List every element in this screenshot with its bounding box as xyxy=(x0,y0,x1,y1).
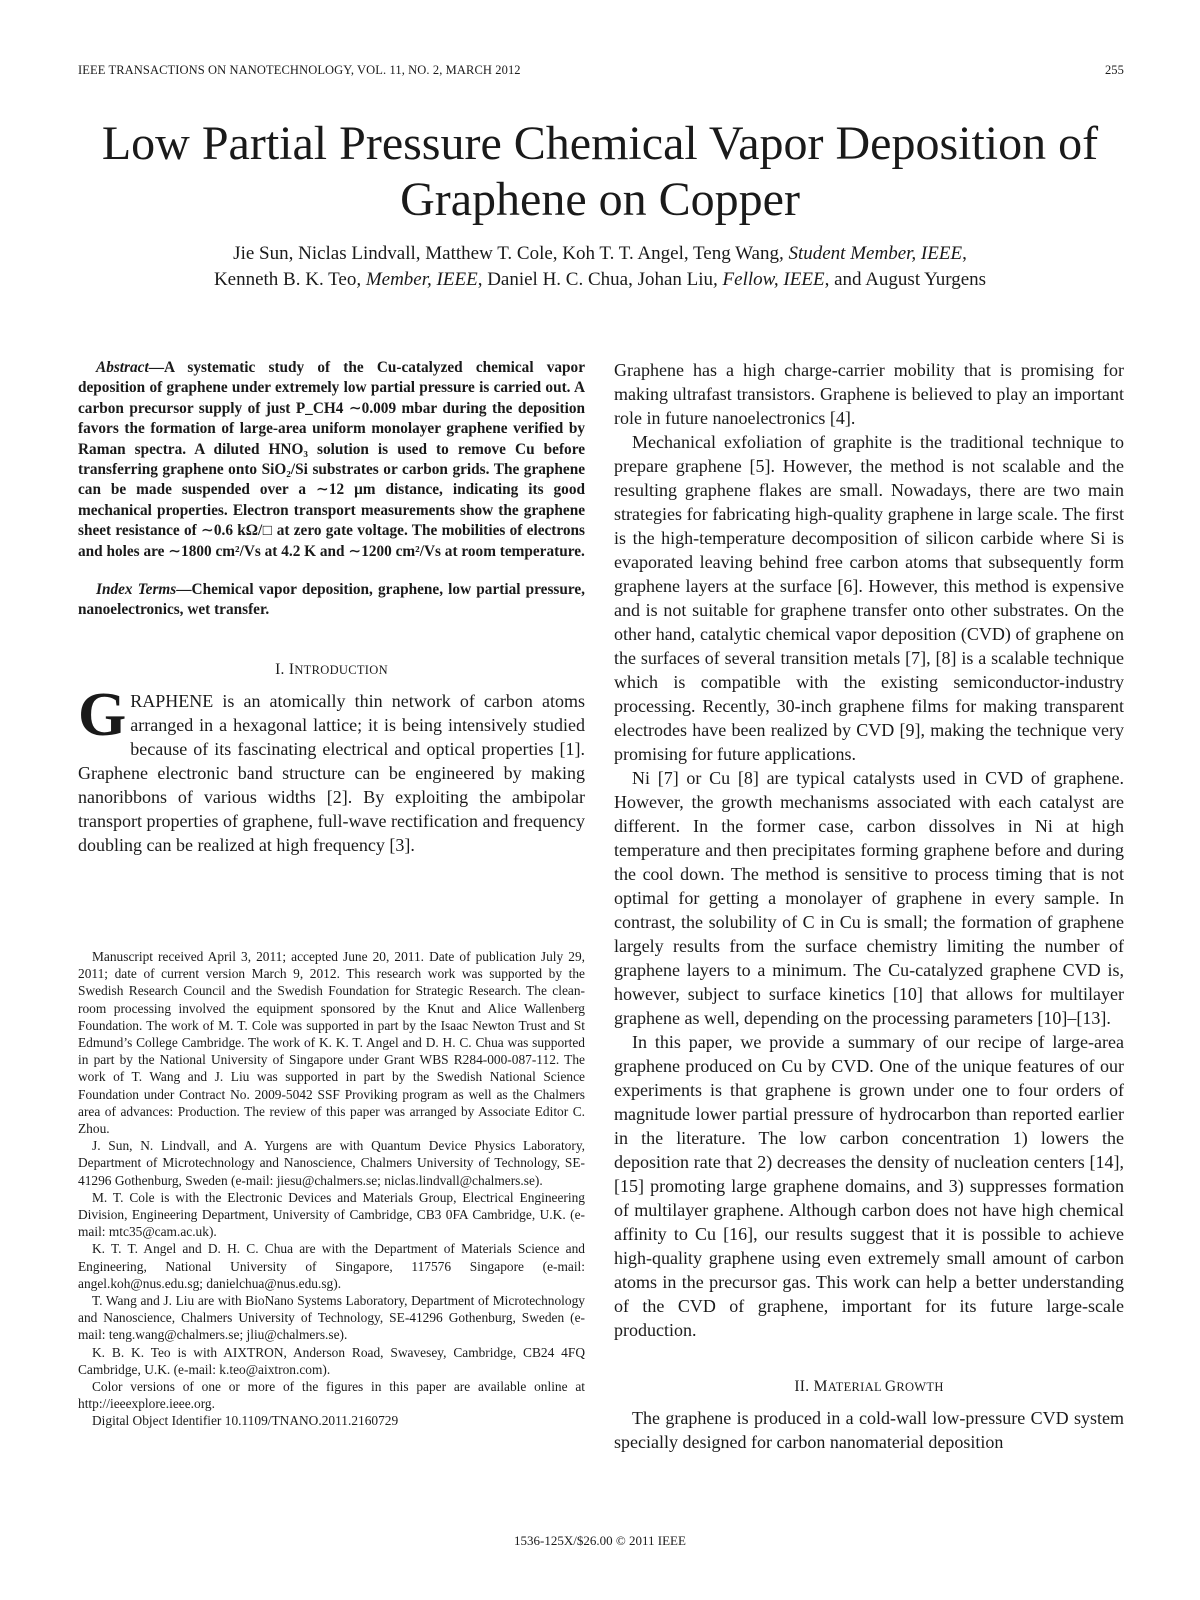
footnote-doi: Digital Object Identifier 10.1109/TNANO.2011.2160729 xyxy=(92,1413,399,1429)
abstract xyxy=(78,358,585,562)
footnote-color-versions: Color versions of one or more of the figures in this paper are available online at http://ieeexplore.ieee.org. xyxy=(78,1379,585,1412)
intro-paragraph: GRAPHENE is an atomically thin network of carbon atoms arranged in a hexagonal lattice; it is being intensively studied because of its fascinating electrical and optical properties [1]. Graphene electronic band structure can be engineered by making nanoribbons of various widths [2]. By exploiting the ambipolar transport properties of graphene, full-wave rectification and frequency doubling can be realized at high frequency [3]. xyxy=(78,680,585,855)
author-role-1: , Student Member, IEEE xyxy=(778,243,963,264)
footnote-affiliation: K. T. T. Angel and D. H. C. Chua are with the Department of Materials Science and Engineering, National University of Singapore, 117576 Singapore (e-mail: angel.koh@nus.edu.sg; danielchua@nus.edu.sg). xyxy=(78,1241,585,1291)
footnote-affiliation: T. Wang and J. Liu are with BioNano Systems Laboratory, Department of Microtechnology and Nanoscience, Chalmers University of Technology, SE-41296 Gothenburg, Sweden (e-mail: teng.wang@chalmers.se; jliu@chalmers.se). xyxy=(78,1293,585,1343)
author-list: Jie Sun, Niclas Lindvall, Matthew T. Cole, Koh T. T. Angel, Teng Wang, Student Member, IEEE, Kenneth B. K. Teo, Member, IEEE, Daniel H. C. Chua, Johan Liu, Fellow, IEEE, and August Yurgens xyxy=(213,243,987,290)
right-column xyxy=(614,358,1124,1454)
journal-name: IEEE TRANSACTIONS ON NANOTECHNOLOGY, VOL. 11, NO. 2, MARCH 2012 xyxy=(78,63,521,77)
index-terms-text: —Chemical vapor deposition, graphene, low partial pressure, nanoelectronics, wet transfer. xyxy=(78,581,585,619)
author-role-2: , Member, IEEE xyxy=(356,269,478,290)
footnote-affiliation: J. Sun, N. Lindvall, and A. Yurgens are with Quantum Device Physics Laboratory, Department of Microtechnology and Nanoscience, Chalmers University of Technology, SE-41296 Gothenburg, Sweden (e-mail: jiesu@chalmers.se; niclas.lindvall@chalmers.se). xyxy=(78,1138,585,1188)
authors-part-2: Kenneth B. K. Teo xyxy=(213,269,357,290)
footnote-affiliation: M. T. Cole is with the Electronic Devices and Materials Group, Electrical Engineering Division, Engineering Department, University of Cambridge, CB3 0FA Cambridge, U.K. (e-mail: mtc35@cam.ac.uk). xyxy=(78,1189,585,1240)
body-paragraph: The graphene is produced in a cold-wall low-pressure CVD system specially designed for carbon nanomaterial deposition xyxy=(614,1408,1124,1452)
section-heading-introduction: I. INTRODUCTION xyxy=(275,660,388,678)
body-paragraph: Ni [7] or Cu [8] are typical catalysts used in CVD of graphene. However, the growth mechanisms associated with each catalyst are different. In the former case, carbon dissolves in Ni at high temperature and then precipitates forming graphene before and during the cool down. The method is sensitive to process timing that is not optimal for getting a monolayer of graphene in every sample. In contrast, the solubility of C in Cu is small; the formation of graphene largely results from the surface chemistry limiting the number of graphene layers to a minimum. The Cu-catalyzed graphene CVD is, however, subject to surface kinetics [10] that allows for multilayer graphene as well, depending on the processing parameters [10]–[13]. xyxy=(614,768,1124,1028)
abstract-text: —A systematic study of the Cu-catalyzed chemical vapor deposition of graphene under extremely low partial pressure is carried out. A carbon precursor supply of just P_CH4 ∼0.009 mbar during the deposition favors the formation of large-area uniform monolayer graphene verified by Raman spectra. A diluted HNO₃ solution is used to remove Cu before transferring graphene onto SiO₂/Si substrates or carbon grids. The graphene can be made suspended over a ∼12 μm distance, indicating its good mechanical properties. Electron transport measurements show the graphene sheet resistance of ∼0.6 kΩ/□ at zero gate voltage. The mobilities of electrons and holes are ∼1800 cm²/Vs at 4.2 K and ∼1200 cm²/Vs at room temperature. xyxy=(78,359,585,560)
footnote-manuscript: Manuscript received April 3, 2011; accepted June 20, 2011. Date of publication July 29, 2011; date of current version March 9, 2012. This research work was supported by the Swedish Research Council and the Swedish Foundation for Strategic Research. The clean-room processing involved the equipment sponsored by the Knut and Alice Wallenberg Foundation. The work of M. T. Cole was supported in part by the Isaac Newton Trust and St Edmund’s College Cambridge. The work of K. K. T. Angel and D. H. C. Chua was supported in part by the National University of Singapore under Grant WBS R284-000-087-112. The work of T. Wang and J. Liu was supported in part by the Swedish National Science Foundation under Contract No. 2009-5042 SSF Proviking program as well as the Chalmers area of advances: Production. The review of this paper was arranged by Associate Editor C. Zhou. xyxy=(78,949,585,1137)
body-paragraph: Graphene has a high charge-carrier mobility that is promising for making ultrafast transistors. Graphene is believed to play an important role in future nanoelectronics [4]. xyxy=(614,360,1124,428)
authors-part-3: , Daniel H. C. Chua, Johan Liu xyxy=(477,269,714,290)
author-role-3: , Fellow, IEEE xyxy=(713,269,825,290)
footnotes xyxy=(78,948,585,1430)
left-column xyxy=(78,358,585,857)
authors-part-1: Jie Sun, Niclas Lindvall, Matthew T. Cole, Koh T. T. Angel, Teng Wang xyxy=(233,243,779,264)
body-paragraph: In this paper, we provide a summary of our recipe of large-area graphene produced on Cu by CVD. One of the unique features of our experiments is that graphene is grown under one to four orders of magnitude lower partial pressure of hydrocarbon than reported earlier in the literature. The low carbon concentration 1) lowers the deposition rate that 2) decreases the density of nucleation centers [14], [15] promoting large graphene domains, and 3) suppresses formation of multilayer graphene. Although carbon does not have high chemical affinity to Cu [16], our results suggest that it is possible to achieve high-quality graphene using even extremely small amount of carbon atoms in the precursor gas. This work can help a better understanding of the CVD of graphene, important for its future large-scale production. xyxy=(614,1032,1124,1340)
paper-title: Low Partial Pressure Chemical Vapor Deposition of Graphene on Copper xyxy=(101,117,1099,226)
running-header xyxy=(78,63,1124,83)
abstract-label: Abstract xyxy=(96,359,149,376)
drop-cap: G xyxy=(78,680,127,749)
copyright-footer: 1536-125X/$26.00 © 2011 IEEE xyxy=(514,1533,686,1548)
body-paragraph: Mechanical exfoliation of graphite is the traditional technique to prepare graphene [5]. However, the method is not scalable and the resulting graphene flakes are small. Nowadays, there are two main strategies for fabricating high-quality graphene in large scale. The first is the high-temperature decomposition of silicon carbide where Si is evaporated leaving behind free carbon atoms that subsequently form graphene layers at the surface [6]. However, this method is expensive and is not suitable for graphene transfer onto other substrates. On the other hand, catalytic chemical vapor deposition (CVD) of graphene on the surfaces of several transition metals [7], [8] is a scalable technique which is compatible with the existing semiconductor-industry processing. Recently, 30-inch graphene films for making transparent electrodes have been realized by CVD [9], making the technique very promising for future applications. xyxy=(614,432,1124,764)
index-terms-label: Index Terms xyxy=(96,581,177,599)
index-terms xyxy=(78,580,585,621)
section-heading-material-growth: II. MATERIAL GROWTH xyxy=(794,1378,944,1395)
authors-part-4: , and August Yurgens xyxy=(824,269,987,290)
footnote-affiliation: K. B. K. Teo is with AIXTRON, Anderson Road, Swavesey, Cambridge, CB24 4FQ Cambridge, U.K. (e-mail: k.teo@aixtron.com). xyxy=(78,1344,585,1377)
page-number: 255 xyxy=(1104,63,1124,77)
